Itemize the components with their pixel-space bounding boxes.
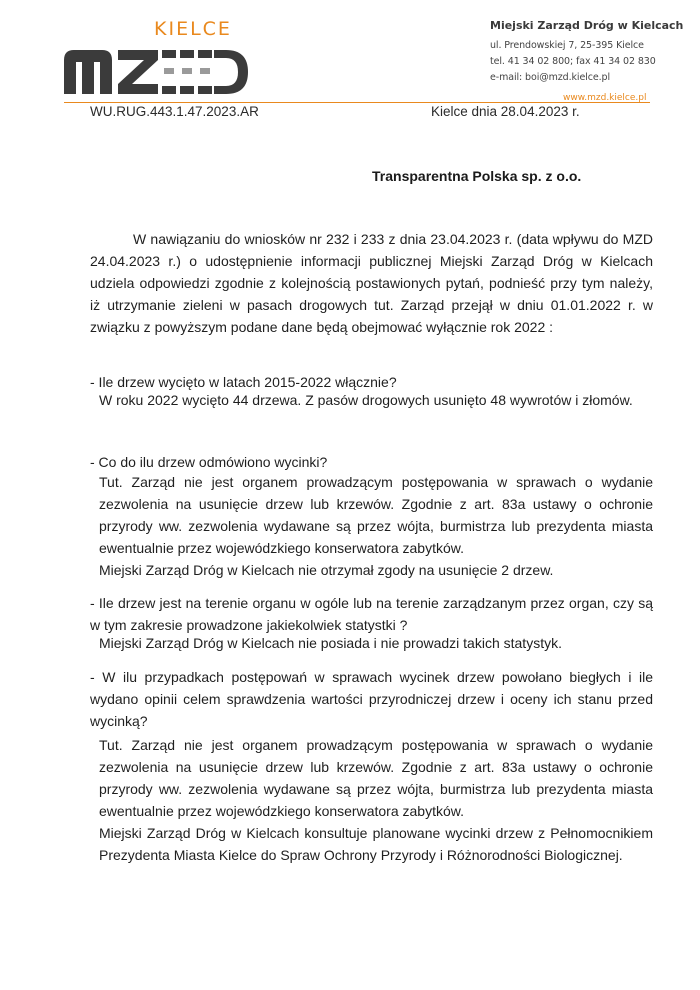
recipient: Transparentna Polska sp. z o.o. [372,168,582,184]
answer-2 [99,471,653,581]
question-3: - Ile drzew jest na terenie organu w ogóle lub na terenie zarządzanym przez organ, czy są w tym zakresie prowadzone jakiekolwiek statystki ? [90,595,653,633]
answer-2-paragraph-1: Tut. Zarząd nie jest organem prowadzącym postępowania w sprawach o wydanie zezwolenia na usunięcie drzew lub krzewów. Zgodnie z art. 83a ustawy o ochronie przyrody ww. zezwolenia wydawane są przez wójta, burmistrza lub prezydenta miasta ewentualnie przez wojewódzkiego konserwatora zabytków. [99,474,653,556]
intro-paragraph: W nawiązaniu do wniosków nr 232 i 233 z dnia 23.04.2023 r. (data wpływu do MZD 24.04.2023 r.) o udostępnienie informacji publicznej Miejski Zarząd Dróg w Kielcach udziela odpowiedzi zgodnie z kolejnością postawionych pytań, podnieść przy tym należy, iż utrzymanie zieleni w pasach drogowych tut. Zarząd przejął w dniu 01.01.2022 r. w związku z powyższym podane dane będą obejmować wyłącznie rok 2022 : [90,231,653,335]
answer-4 [99,734,653,866]
organization-email: e-mail: boi@mzd.kielce.pl [490,72,611,83]
answer-3-paragraph-1: Miejski Zarząd Dróg w Kielcach nie posiada i nie prowadzi takich statystyk. [99,635,562,651]
document-date: Kielce dnia 28.04.2023 r. [431,104,580,119]
organization-phone: tel. 41 34 02 800; fax 41 34 02 830 [490,56,656,67]
question-1: - Ile drzew wycięto w latach 2015-2022 włącznie? [90,374,397,390]
question-4: - W ilu przypadkach postępowań w sprawach wycinek drzew powołano biegłych i ile wydano opinii celem sprawdzenia wartości przyrodniczej drzew i oceny ich stanu przed wycinką? [90,669,653,729]
answer-3 [99,632,653,654]
document-reference: WU.RUG.443.1.47.2023.AR [90,104,259,119]
organization-address: ul. Prendowskiej 7, 25-395 Kielce [490,40,644,51]
answer-1-paragraph-1: W roku 2022 wycięto 44 drzewa. Z pasów drogowych usunięto 48 wywrotów i złomów. [99,392,633,408]
organization-info [490,19,690,83]
answer-1 [99,389,653,411]
organization-website: www.mzd.kielce.pl [563,93,647,103]
answer-4-paragraph-2: Miejski Zarząd Dróg w Kielcach konsultuje planowane wycinki drzew z Pełnomocnikiem Prezydenta Miasta Kielce do Spraw Ochrony Przyrody i Różnorodności Biologicznej. [99,825,653,863]
mzd-logo-mark [62,42,252,96]
question-2: - Co do ilu drzew odmówiono wycinki? [90,454,328,470]
mzd-logo [62,14,252,94]
logo-city-name: KIELCE [154,18,232,40]
answer-4-paragraph-1: Tut. Zarząd nie jest organem prowadzącym postępowania w sprawach o wydanie zezwolenia na usunięcie drzew lub krzewów. Zgodnie z art. 83a ustawy o ochronie przyrody ww. zezwolenia wydawane są przez wójta, burmistrza lub prezydenta miasta ewentualnie przez wojewódzkiego konserwatora zabytków. [99,737,653,819]
header-divider [64,102,650,103]
answer-2-paragraph-2: Miejski Zarząd Dróg w Kielcach nie otrzymał zgody na usunięcie 2 drzew. [99,562,554,578]
organization-name: Miejski Zarząd Dróg w Kielcach [490,19,684,32]
